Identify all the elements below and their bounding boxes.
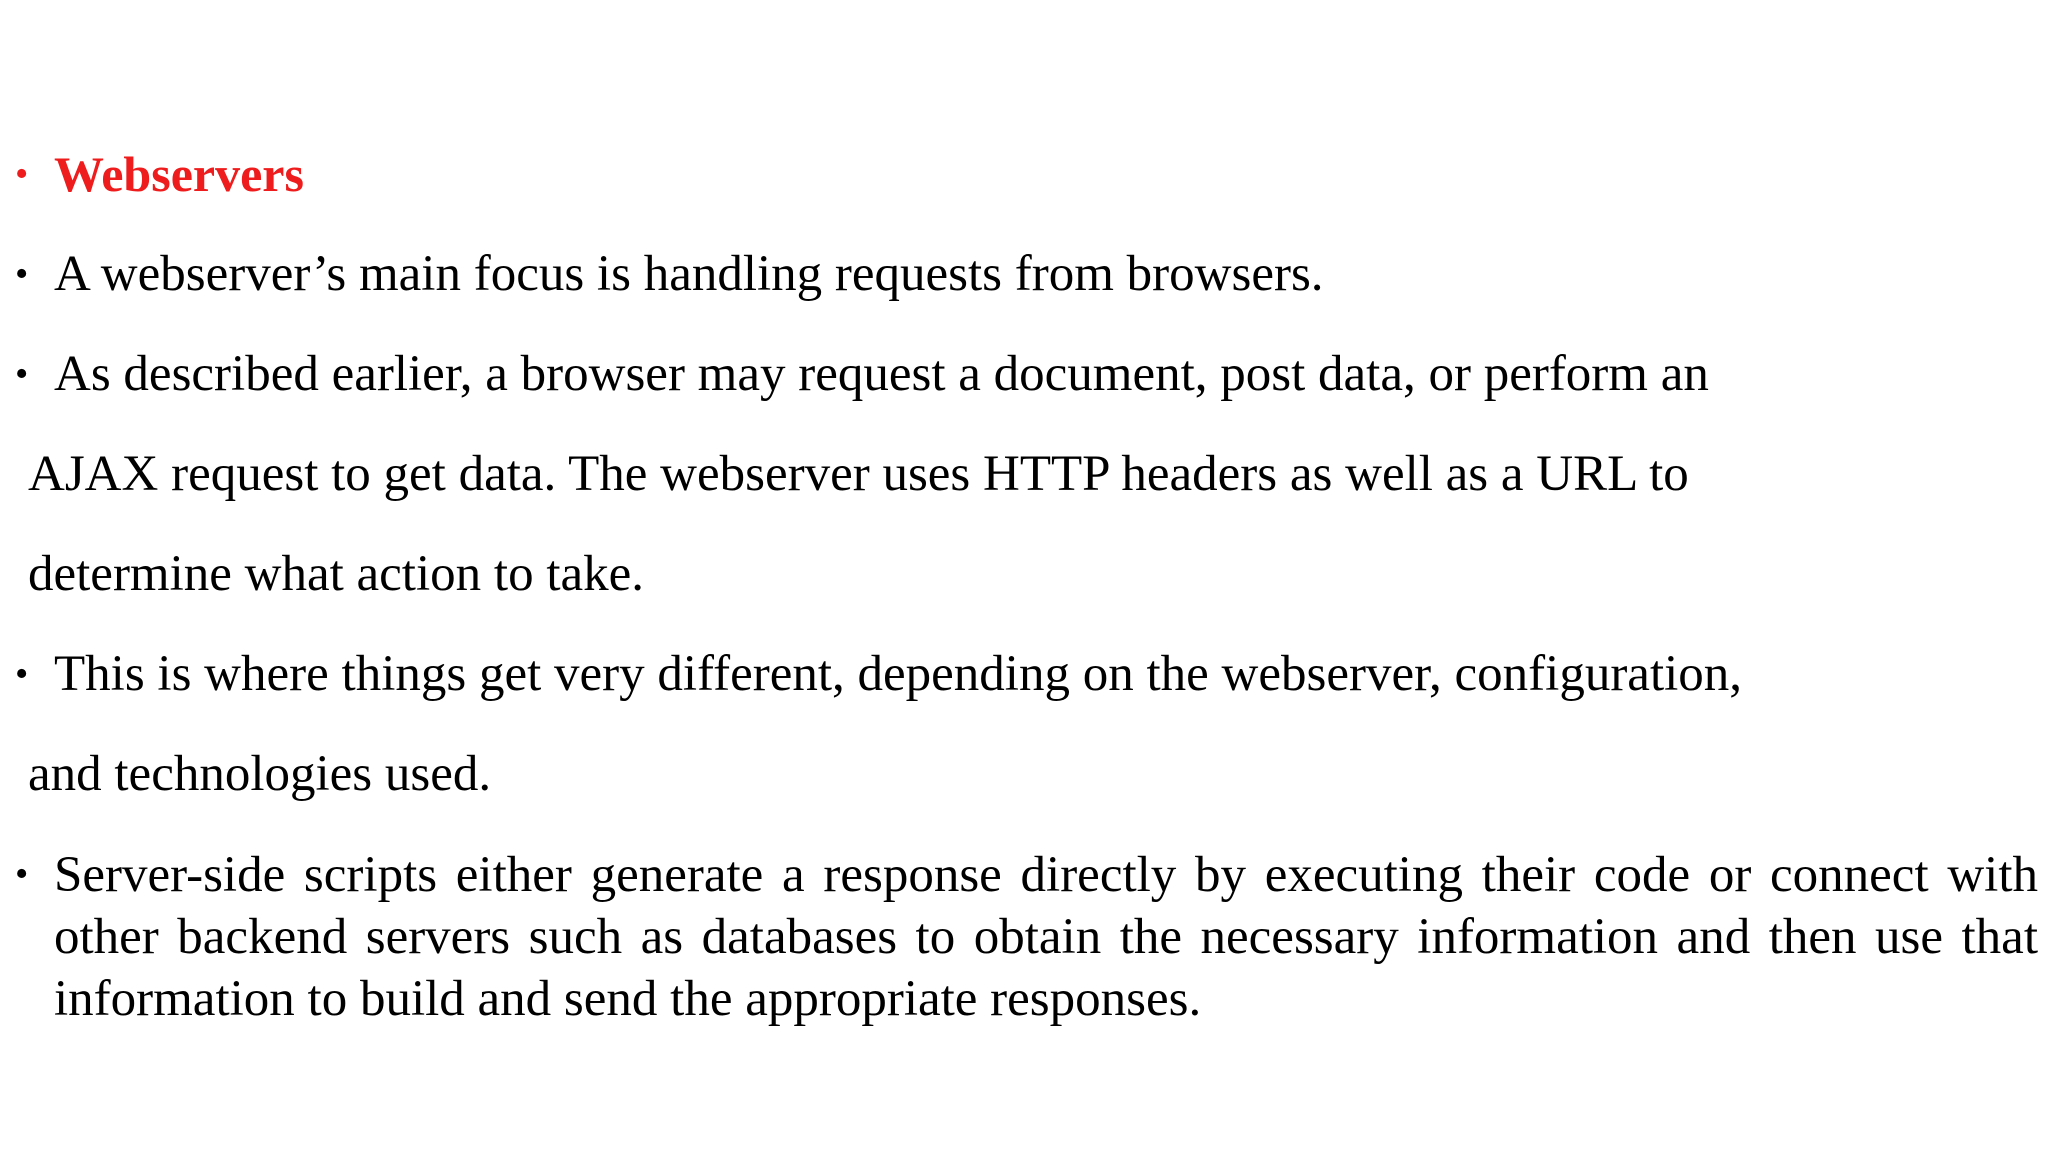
bullet-2-line-2: AJAX request to get data. The webserver uses HTTP headers as well as a URL to <box>28 446 1689 502</box>
bullet-2-icon: • <box>15 353 29 395</box>
slide-heading: Webservers <box>54 146 304 202</box>
bullet-2-line-1: As described earlier, a browser may request a document, post data, or perform an <box>54 346 1709 402</box>
bullet-3-line-1: This is where things get very different, depending on the webserver, configuration, <box>54 646 1743 702</box>
bullet-1-icon: • <box>15 253 29 295</box>
bullet-3-icon: • <box>15 653 29 695</box>
bullet-3-line-2: and technologies used. <box>28 746 492 802</box>
heading-bullet-icon: • <box>15 153 29 195</box>
bullet-2-line-3: determine what action to take. <box>28 546 645 602</box>
bullet-4-icon: • <box>15 853 29 895</box>
bullet-4-text: Server-side scripts either generate a response directly by executing their code or connect with other backend servers such as databases to obtain the necessary information and then use that information to build and send the appropriate responses. <box>54 847 2038 1027</box>
bullet-1-text: A webserver’s main focus is handling requests from browsers. <box>54 246 1324 302</box>
